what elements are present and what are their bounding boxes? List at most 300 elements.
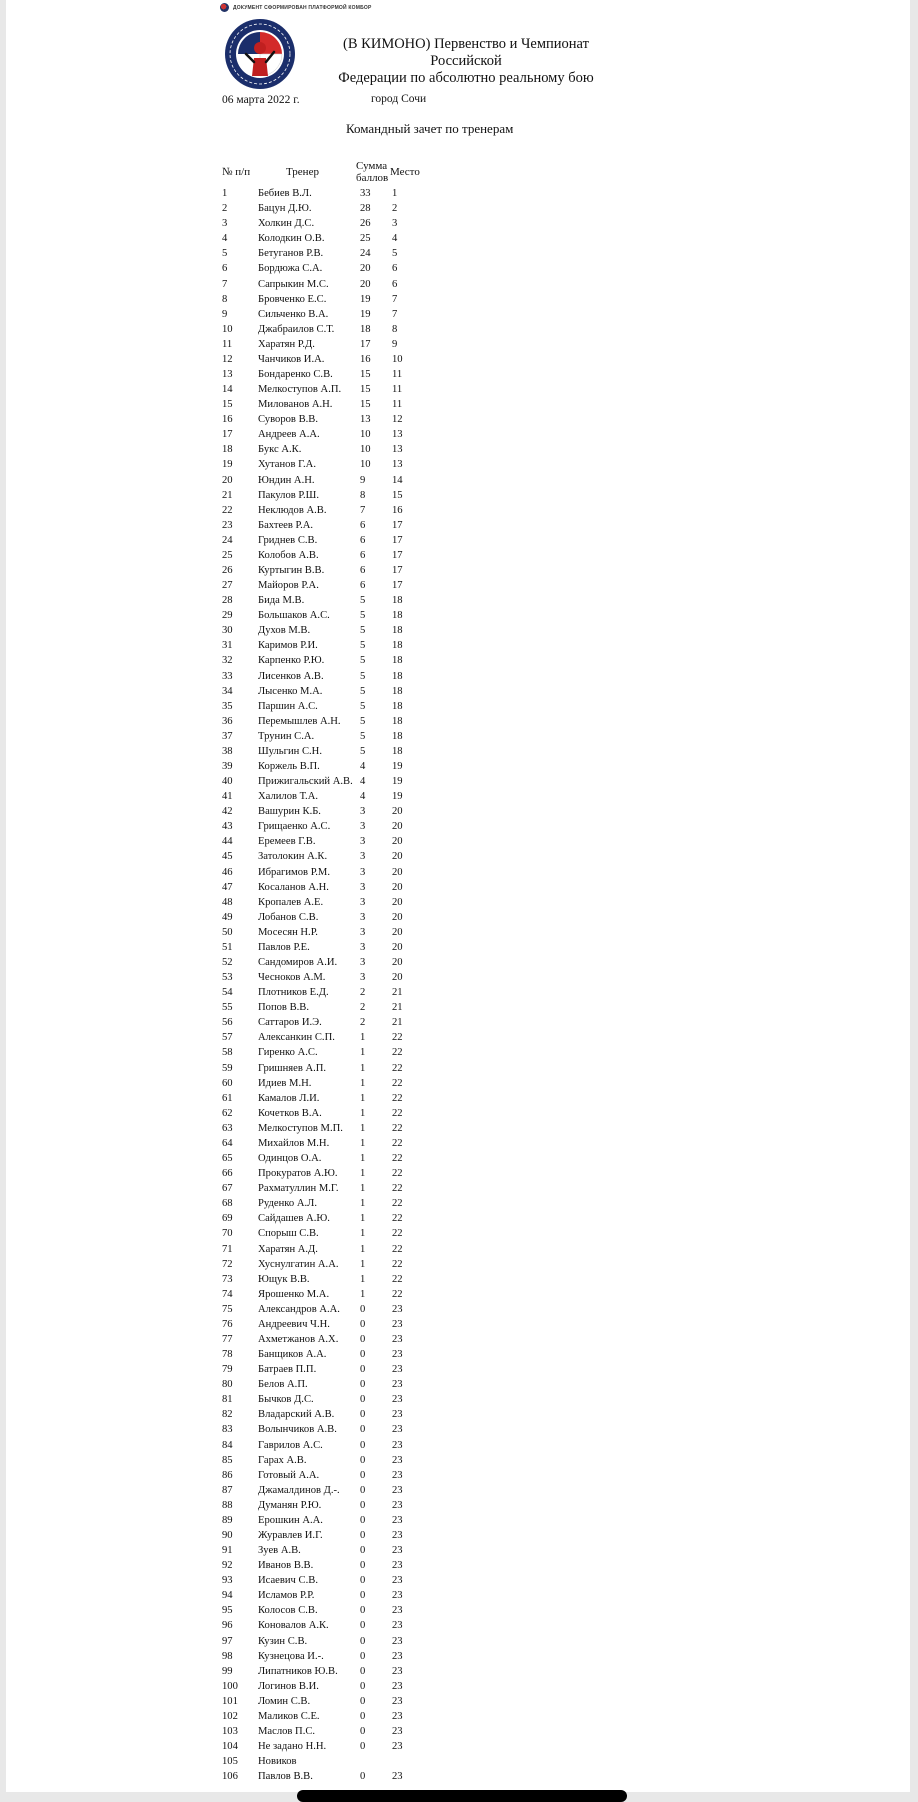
table-row — [222, 638, 432, 653]
cell-place: 17 — [392, 534, 403, 546]
cell-num: 93 — [222, 1575, 233, 1587]
table-row — [222, 1151, 432, 1166]
cell-num: 34 — [222, 685, 233, 697]
cell-sum: 1 — [360, 1047, 366, 1059]
cell-sum: 0 — [360, 1303, 366, 1315]
table-row — [222, 593, 432, 608]
cell-sum: 0 — [360, 1741, 366, 1753]
cell-place: 18 — [392, 715, 403, 727]
cell-num: 33 — [222, 670, 233, 682]
cell-num: 48 — [222, 896, 233, 908]
cell-place: 23 — [392, 1575, 403, 1587]
cell-trainer: Чесноков А.М. — [258, 972, 326, 984]
cell-place: 23 — [392, 1454, 403, 1466]
cell-place: 6 — [392, 278, 398, 290]
cell-sum: 5 — [360, 715, 366, 727]
cell-place: 14 — [392, 474, 403, 486]
cell-trainer: Ибрагимов Р.М. — [258, 866, 330, 878]
cell-sum: 6 — [360, 580, 366, 592]
cell-place: 23 — [392, 1303, 403, 1315]
table-row — [222, 216, 432, 231]
cell-trainer: Бровченко Е.С. — [258, 293, 327, 305]
cell-trainer: Маликов С.Е. — [258, 1710, 320, 1722]
cell-sum: 4 — [360, 776, 366, 788]
table-row — [222, 744, 432, 759]
cell-trainer: Холкин Д.С. — [258, 218, 315, 230]
cell-sum: 0 — [360, 1333, 366, 1345]
table-row — [222, 1061, 432, 1076]
cell-sum: 4 — [360, 791, 366, 803]
cell-num: 70 — [222, 1228, 233, 1240]
cell-place: 18 — [392, 685, 403, 697]
cell-num: 73 — [222, 1273, 233, 1285]
cell-trainer: Бычков Д.С. — [258, 1394, 314, 1406]
cell-place: 18 — [392, 610, 403, 622]
cell-place: 18 — [392, 655, 403, 667]
cell-sum: 0 — [360, 1560, 366, 1572]
table-row — [222, 834, 432, 849]
table-row — [222, 1257, 432, 1272]
table-row — [222, 1332, 432, 1347]
cell-sum: 5 — [360, 625, 366, 637]
cell-num: 59 — [222, 1062, 233, 1074]
table-row — [222, 940, 432, 955]
cell-trainer: Новиков — [258, 1756, 297, 1768]
cell-place: 20 — [392, 836, 403, 848]
cell-trainer: Бетуганов Р.В. — [258, 248, 324, 260]
cell-num: 28 — [222, 595, 233, 607]
table-row — [222, 307, 432, 322]
cell-sum: 15 — [360, 384, 371, 396]
cell-sum: 3 — [360, 866, 366, 878]
cell-sum: 0 — [360, 1605, 366, 1617]
cell-sum: 2 — [360, 987, 366, 999]
cell-place: 18 — [392, 670, 403, 682]
cell-num: 12 — [222, 353, 233, 365]
cell-sum: 0 — [360, 1364, 366, 1376]
table-row — [222, 1226, 432, 1241]
cell-trainer: Зуев А.В. — [258, 1545, 301, 1557]
cell-sum: 0 — [360, 1349, 366, 1361]
cell-place: 23 — [392, 1620, 403, 1632]
cell-trainer: Готовый А.А. — [258, 1469, 320, 1481]
cell-place: 8 — [392, 323, 398, 335]
cell-num: 4 — [222, 233, 228, 245]
cell-place: 22 — [392, 1273, 403, 1285]
cell-trainer: Харатян Р.Д. — [258, 338, 315, 350]
cell-sum: 0 — [360, 1514, 366, 1526]
table-row — [222, 910, 432, 925]
cell-place: 19 — [392, 791, 403, 803]
cell-trainer: Лобанов С.В. — [258, 911, 319, 923]
cell-place: 23 — [392, 1605, 403, 1617]
cell-place: 6 — [392, 263, 398, 275]
cell-sum: 0 — [360, 1318, 366, 1330]
cell-num: 98 — [222, 1650, 233, 1662]
cell-place: 23 — [392, 1726, 403, 1737]
cell-sum: 0 — [360, 1635, 366, 1647]
cell-num: 94 — [222, 1590, 233, 1602]
cell-trainer: Идиев М.Н. — [258, 1077, 312, 1089]
cell-num: 92 — [222, 1560, 233, 1572]
title-line-2: Федерации по абсолютно реальному бою — [338, 70, 594, 86]
cell-place: 13 — [392, 429, 403, 441]
cell-num: 66 — [222, 1168, 233, 1180]
table-row — [222, 246, 432, 261]
table-row — [222, 382, 432, 397]
cell-trainer: Коновалов А.К. — [258, 1620, 329, 1632]
cell-num: 89 — [222, 1514, 233, 1526]
cell-sum: 5 — [360, 670, 366, 682]
cell-num: 79 — [222, 1364, 233, 1376]
table-row — [222, 1513, 432, 1528]
cell-sum: 0 — [360, 1439, 366, 1451]
cell-sum: 3 — [360, 926, 366, 938]
cell-sum: 0 — [360, 1499, 366, 1511]
cell-num: 105 — [222, 1756, 238, 1768]
cell-sum: 1 — [360, 1228, 366, 1240]
table-row — [222, 669, 432, 684]
cell-place: 20 — [392, 806, 403, 818]
cell-num: 55 — [222, 1002, 233, 1014]
cell-trainer: Мелкоступов М.П. — [258, 1122, 343, 1134]
table-row — [222, 985, 432, 1000]
table-row — [222, 1588, 432, 1603]
cell-place: 23 — [392, 1680, 403, 1692]
cell-num: 38 — [222, 745, 233, 757]
event-date: 06 марта 2022 г. — [222, 94, 300, 106]
table-row — [222, 367, 432, 382]
cell-place: 23 — [392, 1665, 403, 1677]
cell-place: 23 — [392, 1635, 403, 1647]
cell-place: 4 — [392, 233, 398, 245]
cell-sum: 0 — [360, 1665, 366, 1677]
table-row — [222, 1241, 432, 1256]
cell-place: 11 — [392, 368, 403, 380]
cell-trainer: Гриднев С.В. — [258, 534, 318, 546]
cell-trainer: Большаков А.С. — [258, 610, 330, 622]
cell-sum: 1 — [360, 1153, 366, 1165]
cell-trainer: Кузнецова И.-. — [258, 1650, 324, 1662]
table-row — [222, 427, 432, 442]
cell-sum: 25 — [360, 233, 371, 245]
cell-num: 68 — [222, 1198, 233, 1210]
table-row — [222, 503, 432, 518]
cell-place: 17 — [392, 580, 403, 592]
cell-trainer: Харатян А.Д. — [258, 1243, 318, 1255]
cell-trainer: Вашурин К.Б. — [258, 806, 321, 818]
cell-trainer: Кропалев А.Е. — [258, 896, 324, 908]
cell-trainer: Сапрыкин М.С. — [258, 278, 329, 290]
table-row — [222, 1091, 432, 1106]
cell-trainer: Исаевич С.В. — [258, 1575, 318, 1587]
cell-sum: 4 — [360, 761, 366, 772]
cell-trainer: Исламов Р.Р. — [258, 1590, 315, 1602]
table-row — [222, 1030, 432, 1045]
cell-num: 75 — [222, 1303, 233, 1315]
cell-num: 85 — [222, 1454, 233, 1466]
cell-place: 20 — [392, 941, 403, 953]
cell-place: 16 — [392, 504, 403, 516]
table-row — [222, 276, 432, 291]
cell-num: 101 — [222, 1695, 238, 1707]
cell-sum: 0 — [360, 1394, 366, 1406]
cell-sum: 0 — [360, 1529, 366, 1541]
table-row — [222, 1045, 432, 1060]
cell-trainer: Гришняев А.П. — [258, 1062, 327, 1074]
cell-trainer: Журавлев И.Г. — [258, 1529, 323, 1541]
cell-place: 22 — [392, 1258, 403, 1270]
cell-sum: 1 — [360, 1122, 366, 1134]
table-row — [222, 684, 432, 699]
cell-sum: 1 — [360, 1137, 366, 1149]
cell-num: 62 — [222, 1107, 233, 1119]
cell-place: 20 — [392, 911, 403, 923]
cell-place: 22 — [392, 1288, 403, 1300]
cell-num: 78 — [222, 1349, 233, 1361]
header-trainer: Тренер — [286, 166, 319, 178]
cell-place: 22 — [392, 1153, 403, 1165]
cell-place: 20 — [392, 821, 403, 833]
cell-num: 90 — [222, 1529, 233, 1541]
cell-place: 22 — [392, 1168, 403, 1180]
table-row — [222, 1634, 432, 1649]
cell-num: 35 — [222, 700, 233, 712]
cell-num: 2 — [222, 203, 228, 215]
cell-trainer: Прижигальский А.В. — [258, 776, 353, 788]
cell-num: 81 — [222, 1394, 233, 1406]
cell-num: 52 — [222, 957, 233, 969]
cell-place: 21 — [392, 1017, 403, 1029]
cell-num: 27 — [222, 580, 233, 592]
table-row — [222, 714, 432, 729]
cell-place: 23 — [392, 1424, 403, 1436]
cell-place: 1 — [392, 188, 398, 200]
cell-num: 15 — [222, 399, 233, 411]
cell-trainer: Плотников Е.Д. — [258, 987, 329, 999]
cell-trainer: Думанян Р.Ю. — [258, 1499, 322, 1511]
cell-place: 23 — [392, 1379, 403, 1391]
cell-num: 97 — [222, 1635, 233, 1647]
table-row — [222, 1437, 432, 1452]
table-row — [222, 201, 432, 216]
cell-num: 9 — [222, 308, 228, 320]
cell-place: 23 — [392, 1484, 403, 1496]
cell-trainer: Еремеев Г.В. — [258, 836, 316, 848]
cell-trainer: Бацун Д.Ю. — [258, 203, 312, 215]
cell-place: 23 — [392, 1529, 403, 1541]
cell-num: 10 — [222, 323, 233, 335]
table-row — [222, 337, 432, 352]
table-row — [222, 1407, 432, 1422]
cell-sum: 1 — [360, 1273, 366, 1285]
cell-trainer: Бондаренко С.В. — [258, 368, 333, 380]
cell-place: 9 — [392, 338, 398, 350]
cell-place: 18 — [392, 625, 403, 637]
cell-num: 96 — [222, 1620, 233, 1632]
table-row — [222, 292, 432, 307]
cell-trainer: Куртыгин В.В. — [258, 564, 325, 576]
cell-trainer: Юндин А.Н. — [258, 474, 315, 486]
cell-trainer: Неклюдов А.В. — [258, 504, 327, 516]
table-row — [222, 1422, 432, 1437]
cell-trainer: Халилов Т.А. — [258, 791, 318, 803]
cell-place: 22 — [392, 1183, 403, 1195]
cell-sum: 0 — [360, 1771, 366, 1783]
cell-num: 64 — [222, 1137, 233, 1149]
table-row — [222, 578, 432, 593]
cell-sum: 0 — [360, 1695, 366, 1707]
cell-trainer: Суворов В.В. — [258, 414, 318, 426]
cell-trainer: Духов М.В. — [258, 625, 311, 637]
cell-num: 11 — [222, 338, 233, 350]
cell-trainer: Косаланов А.Н. — [258, 881, 329, 893]
cell-place: 18 — [392, 595, 403, 607]
cell-sum: 0 — [360, 1484, 366, 1496]
cell-sum: 1 — [360, 1168, 366, 1180]
cell-trainer: Маслов П.С. — [258, 1726, 316, 1737]
table-row — [222, 1739, 432, 1754]
table-row — [222, 1679, 432, 1694]
cell-num: 80 — [222, 1379, 233, 1391]
header-place: Место — [390, 166, 420, 178]
cell-place — [392, 1754, 432, 1769]
cell-sum: 1 — [360, 1258, 366, 1270]
table-row — [222, 1664, 432, 1679]
cell-trainer: Колобов А.В. — [258, 549, 319, 561]
cell-sum: 3 — [360, 972, 366, 984]
cell-num: 5 — [222, 248, 228, 260]
cell-sum: 3 — [360, 941, 366, 953]
cell-num: 47 — [222, 881, 233, 893]
cell-sum: 5 — [360, 700, 366, 712]
cell-trainer: Каримов Р.И. — [258, 640, 318, 652]
cell-num: 43 — [222, 821, 233, 833]
table-row — [222, 1211, 432, 1226]
cell-place: 23 — [392, 1318, 403, 1330]
table-row — [222, 759, 432, 774]
cell-trainer: Саттаров И.Э. — [258, 1017, 322, 1029]
cell-num: 22 — [222, 504, 233, 516]
cell-sum: 6 — [360, 549, 366, 561]
cell-place: 22 — [392, 1137, 403, 1149]
cell-num: 49 — [222, 911, 233, 923]
table-row — [222, 1166, 432, 1181]
table-row — [222, 1498, 432, 1513]
cell-sum — [360, 1754, 392, 1769]
table-row — [222, 1302, 432, 1317]
cell-sum: 24 — [360, 248, 371, 260]
cell-place: 17 — [392, 549, 403, 561]
cell-sum: 0 — [360, 1680, 366, 1692]
cell-trainer: Бебиев В.Л. — [258, 188, 312, 200]
cell-num: 40 — [222, 776, 233, 788]
cell-num: 14 — [222, 384, 233, 396]
cell-sum: 3 — [360, 821, 366, 833]
cell-sum: 17 — [360, 338, 371, 350]
table-row — [222, 925, 432, 940]
cell-place: 7 — [392, 308, 398, 320]
cell-num: 3 — [222, 218, 228, 230]
cell-trainer: Шульгин С.Н. — [258, 745, 322, 757]
cell-place: 23 — [392, 1439, 403, 1451]
cell-place: 22 — [392, 1092, 403, 1104]
table-row — [222, 1694, 432, 1709]
cell-trainer: Бордюжа С.А. — [258, 263, 323, 275]
cell-trainer: Лысенко М.А. — [258, 685, 323, 697]
cell-place: 5 — [392, 248, 398, 260]
cell-place: 23 — [392, 1409, 403, 1421]
table-row — [222, 442, 432, 457]
cell-num: 63 — [222, 1122, 233, 1134]
cell-num: 67 — [222, 1183, 233, 1195]
cell-sum: 15 — [360, 399, 371, 411]
cell-place: 20 — [392, 866, 403, 878]
cell-trainer: Одинцов О.А. — [258, 1153, 322, 1165]
cell-trainer: Сандомиров А.И. — [258, 957, 338, 969]
cell-num: 41 — [222, 791, 233, 803]
cell-num: 51 — [222, 941, 233, 953]
cell-trainer: Джабраилов С.Т. — [258, 323, 335, 335]
table-row — [222, 970, 432, 985]
cell-sum: 1 — [360, 1032, 366, 1044]
cell-sum: 0 — [360, 1650, 366, 1662]
cell-num: 50 — [222, 926, 233, 938]
cell-sum: 6 — [360, 519, 366, 531]
cell-sum: 5 — [360, 730, 366, 742]
cell-place: 23 — [392, 1333, 403, 1345]
cell-sum: 3 — [360, 896, 366, 908]
table-row — [222, 653, 432, 668]
cell-trainer: Руденко А.Л. — [258, 1198, 317, 1210]
cell-sum: 15 — [360, 368, 371, 380]
cell-num: 99 — [222, 1665, 233, 1677]
cell-trainer: Карпенко Р.Ю. — [258, 655, 325, 667]
table-row — [222, 774, 432, 789]
cell-num: 44 — [222, 836, 233, 848]
cell-sum: 0 — [360, 1545, 366, 1557]
cell-sum: 3 — [360, 836, 366, 848]
cell-num: 95 — [222, 1605, 233, 1617]
table-row — [222, 819, 432, 834]
cell-num: 86 — [222, 1469, 233, 1481]
cell-trainer: Попов В.В. — [258, 1002, 309, 1014]
event-city: город Сочи — [371, 93, 427, 105]
cell-num: 77 — [222, 1333, 233, 1345]
cell-num: 102 — [222, 1710, 238, 1722]
cell-trainer: Бахтеев Р.А. — [258, 519, 314, 531]
cell-place: 18 — [392, 700, 403, 712]
cell-trainer: Бида М.В. — [258, 595, 305, 607]
cell-sum: 7 — [360, 504, 366, 516]
cell-place: 22 — [392, 1198, 403, 1210]
standings-table — [222, 186, 432, 1784]
cell-trainer: Сильченко В.А. — [258, 308, 329, 320]
cell-num: 104 — [222, 1741, 238, 1753]
table-row — [222, 1136, 432, 1151]
table-row — [222, 518, 432, 533]
header-num: № п/п — [222, 166, 251, 178]
document-title — [306, 36, 626, 87]
cell-place: 13 — [392, 459, 403, 471]
cell-num: 103 — [222, 1726, 238, 1737]
table-row — [222, 1106, 432, 1121]
cell-place: 22 — [392, 1107, 403, 1119]
cell-trainer: Майоров Р.А. — [258, 580, 319, 592]
cell-num: 76 — [222, 1318, 233, 1330]
cell-num: 17 — [222, 429, 233, 441]
cell-place: 17 — [392, 564, 403, 576]
